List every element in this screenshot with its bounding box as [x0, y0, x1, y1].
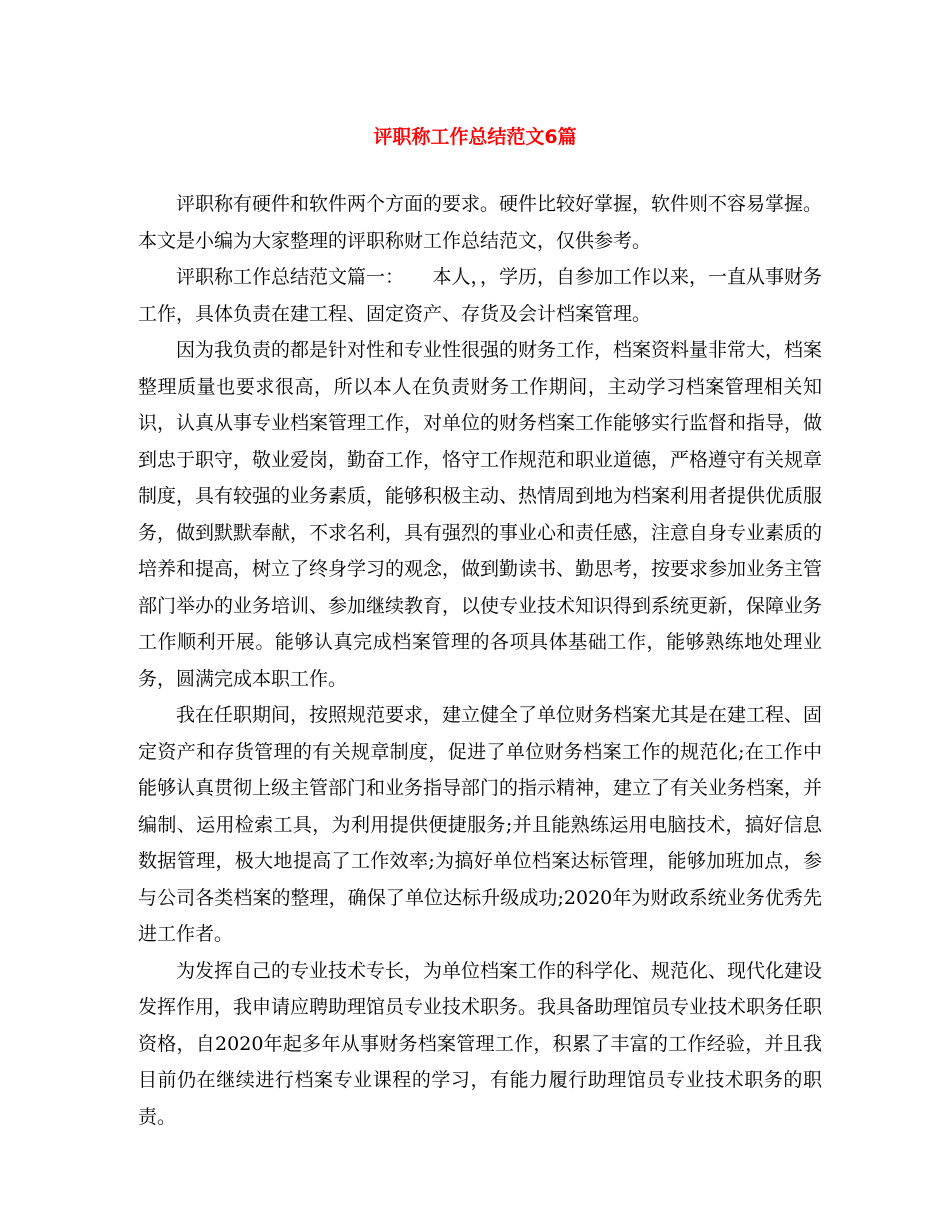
paragraph-intro: 评职称有硬件和软件两个方面的要求。硬件比较好掌握，软件则不容易掌握。本文是小编为大家整理的评职称财工作总结范文，仅供参考。	[138, 193, 823, 252]
paragraph-achievements: 我在任职期间，按照规范要求，建立健全了单位财务档案尤其是在建工程、固定资产和存货管理的有关规章制度，促进了单位财务档案工作的规范化;在工作中能够认真贯彻上级主管部门和业务指导部门的指示精神，建立了有关业务档案，并编制、运用检索工具，为利用提供便捷服务;并且能熟练运用电脑技术，搞好信息数据管理，极大地提高了工作效率;为搞好单位档案达标管理，能够加班加点，参与公司各类档案的整理，确保了单位达标升级成功;2020年为财政系统业务优秀先进工作者。	[138, 704, 823, 945]
paragraph-article-one-opening: 评职称工作总结范文篇一： 本人，，学历，自参加工作以来，一直从事财务工作，具体负责在建工程、固定资产、存货及会计档案管理。	[138, 266, 823, 325]
document-body	[138, 186, 822, 1135]
document-title: 评职称工作总结范文6篇	[373, 126, 577, 148]
paragraph-application: 为发挥自己的专业技术专长，为单位档案工作的科学化、规范化、现代化建设发挥作用，我申请应聘助理馆员专业技术职务。我具备助理馆员专业技术职务任职资格，自2020年起多年从事财务档案管理工作，积累了丰富的工作经验，并且我目前仍在继续进行档案专业课程的学习，有能力履行助理馆员专业技术职务的职责。	[138, 959, 823, 1128]
paragraph-responsibilities: 因为我负责的都是针对性和专业性很强的财务工作，档案资料量非常大，档案整理质量也要求很高，所以本人在负责财务工作期间，主动学习档案管理相关知识，认真从事专业档案管理工作，对单位的财务档案工作能够实行监督和指导，做到忠于职守，敬业爱岗，勤奋工作，恪守工作规范和职业道德，严格遵守有关规章制度，具有较强的业务素质，能够积极主动、热情周到地为档案利用者提供优质服务，做到默默奉献，不求名利，具有强烈的事业心和责任感，注意自身专业素质的培养和提高，树立了终身学习的观念，做到勤读书、勤思考，按要求参加业务主管部门举办的业务培训、参加继续教育，以使专业技术知识得到系统更新，保障业务工作顺利开展。能够认真完成档案管理的各项具体基础工作，能够熟练地处理业务，圆满完成本职工作。	[138, 339, 823, 690]
